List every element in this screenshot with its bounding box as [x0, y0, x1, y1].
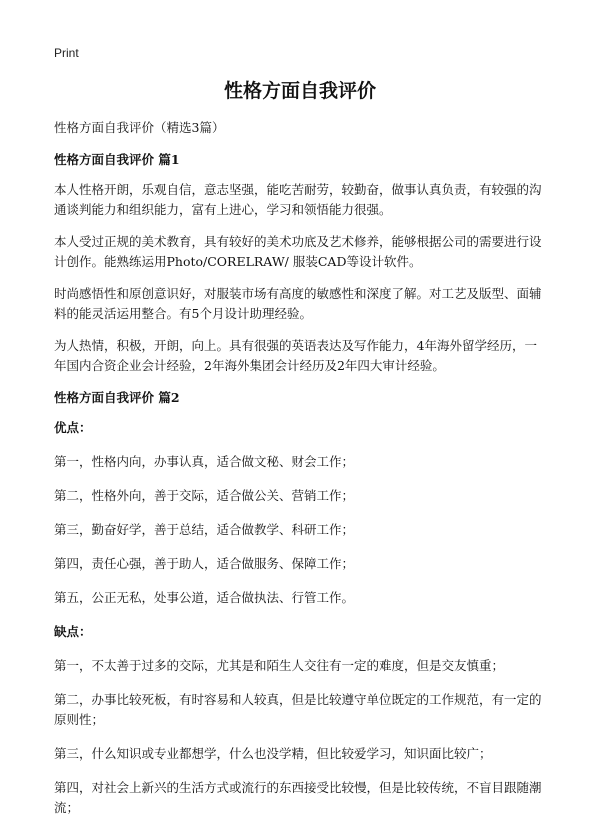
strength-item: 第四，责任心强，善于助人，适合做服务、保障工作； — [54, 556, 355, 571]
section-heading-1: 性格方面自我评价 篇1 — [54, 152, 180, 167]
document-body — [54, 118, 548, 832]
paragraph: 为人热情，积极，开朗，向上。具有很强的英语表达及写作能力，4年海外留学经历，一年国内合资企业会计经验，2年海外集团会计经历及2年四大审计经验。 — [54, 338, 537, 373]
strengths-label: 优点： — [54, 420, 92, 435]
strength-item: 第三，勤奋好学，善于总结，适合做教学、科研工作； — [54, 522, 355, 537]
strength-item: 第一，性格内向，办事认真，适合做文秘、财会工作； — [54, 454, 355, 469]
print-link[interactable]: Print — [54, 46, 79, 60]
paragraph: 本人受过正规的美术教育，具有较好的美术功底及艺术修养，能够根据公司的需要进行设计创作。能熟练运用Photo/CORELRAW/ 服装CAD等设计软件。 — [54, 234, 542, 269]
weakness-item: 第二，办事比较死板，有时容易和人较真，但是比较遵守单位既定的工作规范，有一定的原则性； — [54, 692, 542, 727]
weaknesses-label: 缺点： — [54, 624, 92, 639]
strength-item: 第五，公正无私，处事公道，适合做执法、行管工作。 — [54, 590, 355, 605]
document-subtitle: 性格方面自我评价（精选3篇） — [54, 120, 225, 135]
weakness-item: 第四，对社会上新兴的生活方式或流行的东西接受比较慢，但是比较传统，不盲目跟随潮流； — [54, 780, 542, 815]
section-heading-2: 性格方面自我评价 篇2 — [54, 390, 180, 405]
paragraph: 本人性格开朗，乐观自信，意志坚强，能吃苦耐劳，较勤奋，做事认真负责，有较强的沟通谈判能力和组织能力，富有上进心，学习和领悟能力很强。 — [54, 182, 542, 217]
weakness-item: 第三，什么知识或专业都想学，什么也没学精，但比较爱学习，知识面比较广； — [54, 746, 492, 761]
page-title: 性格方面自我评价 — [223, 80, 376, 102]
weakness-item: 第一，不太善于过多的交际，尤其是和陌生人交往有一定的难度，但是交友慎重； — [54, 658, 505, 673]
paragraph: 时尚感悟性和原创意识好，对服装市场有高度的敏感性和深度了解。对工艺及版型、面辅料的能灵活运用整合。有5个月设计助理经验。 — [54, 286, 542, 321]
strength-item: 第二，性格外向，善于交际，适合做公关、营销工作； — [54, 488, 355, 503]
